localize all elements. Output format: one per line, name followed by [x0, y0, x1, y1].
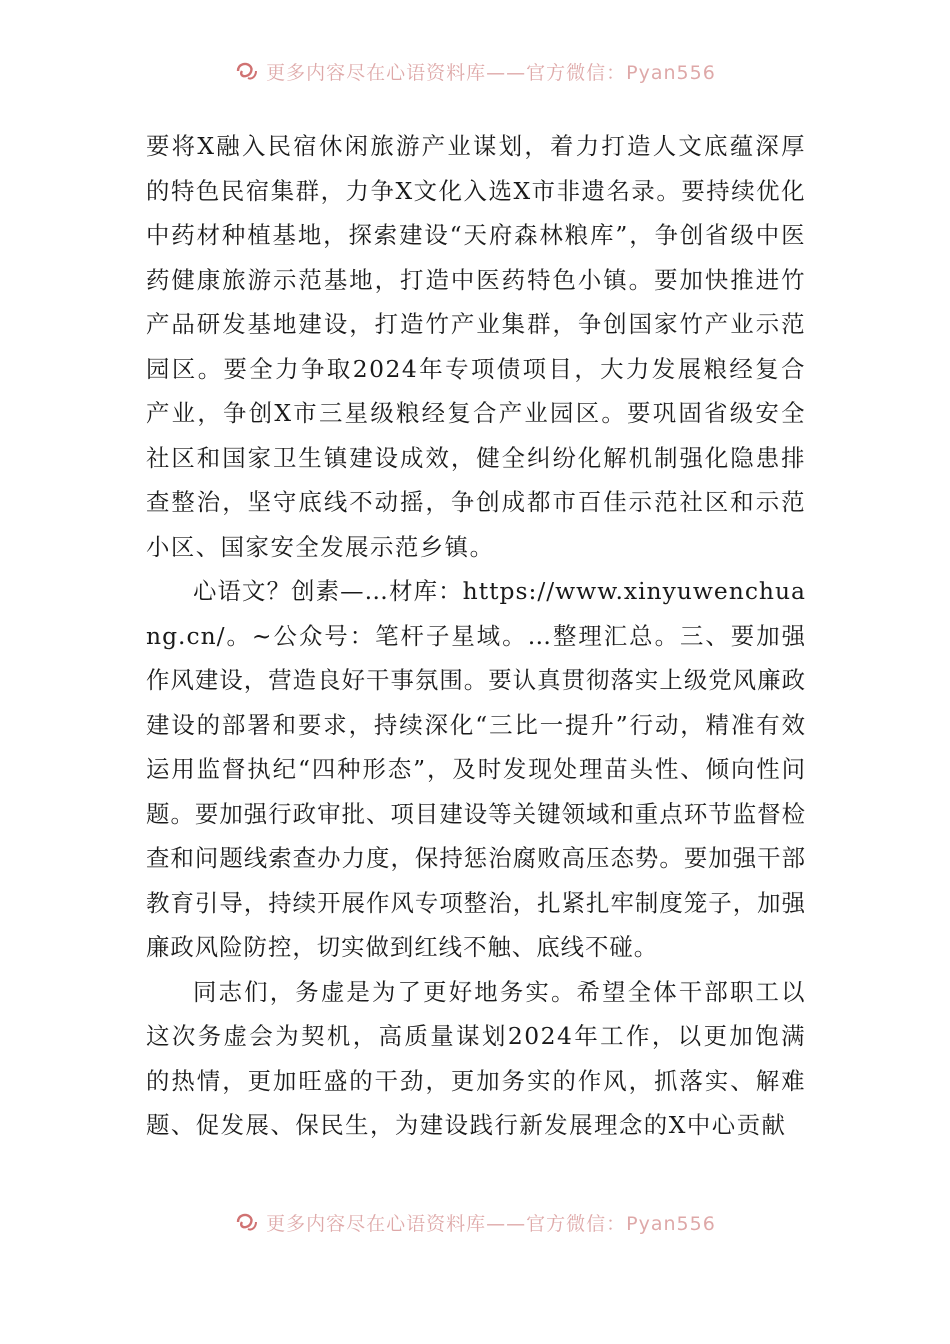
paragraph-3: 同志们，务虚是为了更好地务实。希望全体干部职工以这次务虚会为契机，高质量谋划2024年工作，以更加饱满的热情，更加旺盛的干劲，更加务实的作风，抓落实、解难题、促发展、保民生，为建设践行新发展理念的X中心贡献: [146, 977, 806, 1139]
watermark-text: 更多内容尽在心语资料库——官方微信：Pyan556: [266, 1212, 716, 1235]
document-body: [146, 124, 806, 1148]
header-watermark: [0, 56, 950, 86]
watermark-text: 更多内容尽在心语资料库——官方微信：Pyan556: [266, 61, 716, 84]
paragraph-1: 要将X融入民宿休闲旅游产业谋划，着力打造人文底蕴深厚的特色民宿集群，力争X文化入选X市非遗名录。要持续优化中药材种植基地，探索建设“天府森林粮库”，争创省级中医药健康旅游示范基地，打造中医药特色小镇。要加快推进竹产品研发基地建设，打造竹产业集群，争创国家竹产业示范园区。要全力争取2024年专项债项目，大力发展粮经复合产业，争创X市三星级粮经复合产业园区。要巩固省级安全社区和国家卫生镇建设成效，健全纠纷化解机制强化隐患排查整治，坚守底线不动摇，争创成都市百佳示范社区和示范小区、国家安全发展示范乡镇。: [146, 132, 806, 561]
paragraph-2: 心语文？创素—…材库：https://www.xinyuwenchuang.cn/。~公众号：笔杆子星域。…整理汇总。三、要加强作风建设，营造良好干事氛围。要认真贯彻落实上级党风廉政建设的部署和要求，持续深化“三比一提升”行动，精准有效运用监督执纪“四种形态”，及时发现处理苗头性、倾向性问题。要加强行政审批、项目建设等关键领域和重点环节监督检查和问题线索查办力度，保持惩治腐败高压态势。要加强干部教育引导，持续开展作风专项整治，扎紧扎牢制度笼子，加强廉政风险防控，切实做到红线不触、底线不碰。: [146, 577, 806, 961]
footer-watermark: [0, 1207, 950, 1237]
brand-logo-icon: [234, 1209, 260, 1235]
brand-logo-icon: [234, 58, 260, 84]
